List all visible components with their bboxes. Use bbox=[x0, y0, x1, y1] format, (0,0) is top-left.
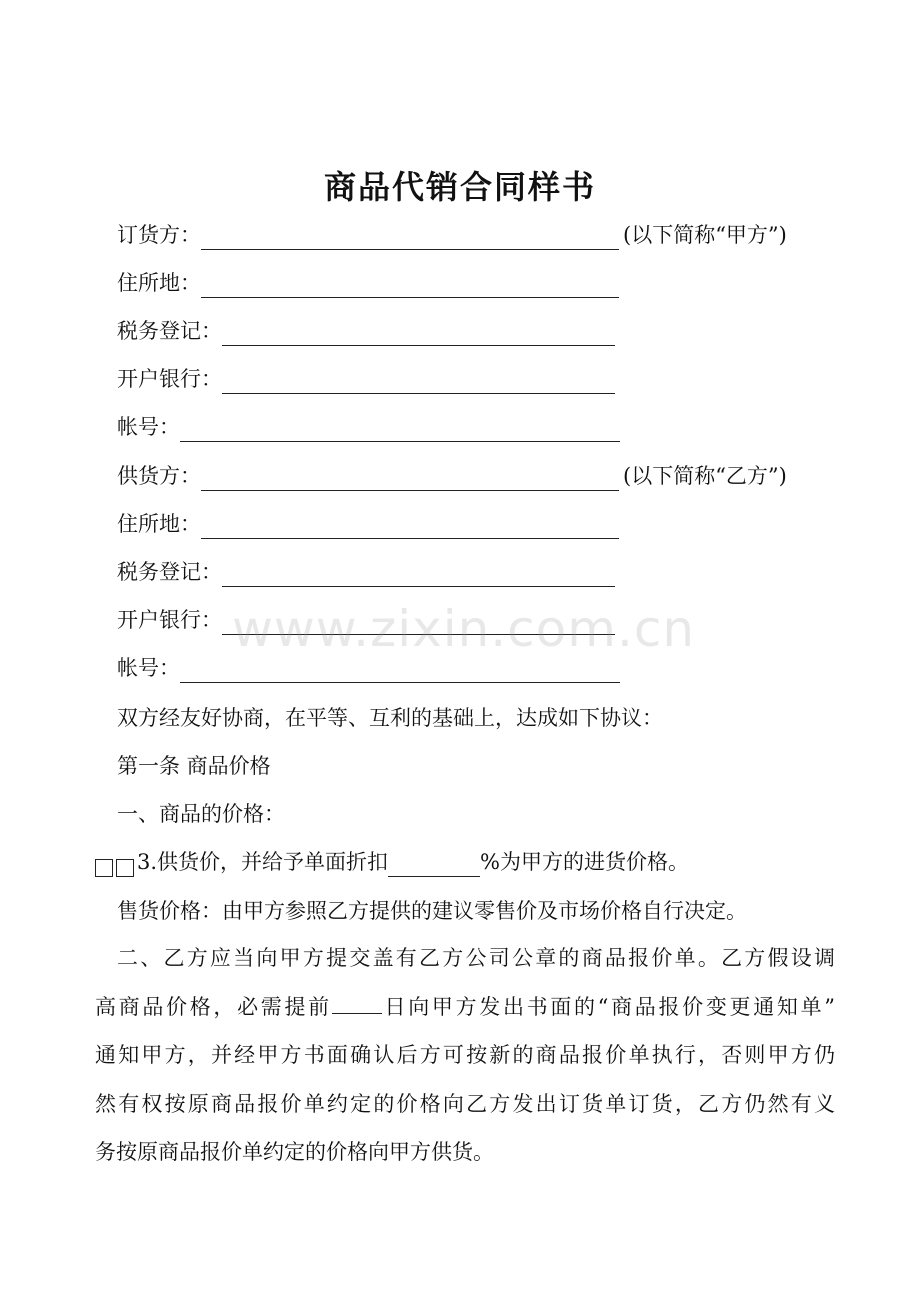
buyer-address-label: 住所地： bbox=[117, 271, 201, 295]
buyer-name-label: 订货方： bbox=[117, 223, 201, 247]
section-2-line-2 bbox=[95, 983, 835, 1032]
buyer-address-row bbox=[117, 268, 619, 298]
buyer-address-field[interactable] bbox=[201, 275, 619, 298]
buyer-name-row bbox=[117, 220, 787, 250]
buyer-alias: (以下简称“甲方”) bbox=[623, 223, 787, 247]
supplier-name-field[interactable] bbox=[201, 468, 619, 491]
checkbox-1[interactable] bbox=[95, 859, 113, 877]
retail-price-text: 售货价格：由甲方参照乙方提供的建议零售价及市场价格自行决定。 bbox=[117, 899, 747, 923]
section-2-paragraph bbox=[95, 934, 835, 1177]
document-title: 商品代销合同样书 bbox=[323, 168, 596, 206]
buyer-bank-field[interactable] bbox=[222, 371, 615, 394]
supplier-address-field[interactable] bbox=[201, 516, 619, 539]
section-2-line-3: 通知甲方，并经甲方书面确认后方可按新的商品报价单执行，否则甲方仍 bbox=[95, 1043, 835, 1067]
supplier-bank-label: 开户银行： bbox=[117, 608, 222, 632]
item-3-text-pre: 3.供货价，并给予单面折扣 bbox=[137, 850, 389, 874]
section-2-line-5: 务按原商品报价单约定的价格向甲方供货。 bbox=[95, 1140, 494, 1164]
buyer-tax-label: 税务登记： bbox=[117, 319, 222, 343]
buyer-account-row bbox=[117, 412, 620, 442]
item-3-row bbox=[95, 847, 689, 877]
buyer-account-field[interactable] bbox=[180, 419, 620, 442]
section-1-heading: 一、商品的价格： bbox=[117, 802, 285, 826]
supplier-address-label: 住所地： bbox=[117, 512, 201, 536]
supplier-alias: (以下简称“乙方”) bbox=[623, 464, 787, 488]
supplier-name-label: 供货方： bbox=[117, 464, 201, 488]
buyer-bank-row bbox=[117, 364, 615, 394]
supplier-tax-label: 税务登记： bbox=[117, 560, 222, 584]
supplier-address-row bbox=[117, 509, 619, 539]
item-3-text-post: %为甲方的进货价格。 bbox=[480, 850, 690, 874]
discount-field[interactable] bbox=[388, 856, 480, 877]
section-2-line-1: 二、乙方应当向甲方提交盖有乙方公司公章的商品报价单。乙方假设调 bbox=[117, 946, 835, 970]
notice-days-field[interactable] bbox=[332, 993, 382, 1014]
buyer-tax-field[interactable] bbox=[222, 323, 615, 346]
supplier-account-field[interactable] bbox=[180, 660, 620, 683]
watermark: www.zixin.com.cn bbox=[232, 600, 696, 658]
buyer-account-label: 帐号： bbox=[117, 415, 180, 439]
section-2-line-4: 然有权按原商品报价单约定的价格向乙方发出订货单订货，乙方仍然有义 bbox=[95, 1091, 835, 1116]
intro-text: 双方经友好协商，在平等、互利的基础上，达成如下协议： bbox=[117, 706, 663, 730]
buyer-tax-row bbox=[117, 316, 615, 346]
supplier-tax-field[interactable] bbox=[222, 564, 615, 587]
checkbox-2[interactable] bbox=[116, 859, 134, 877]
supplier-account-label: 帐号： bbox=[117, 656, 180, 680]
section-2-line-2-pre: 高商品价格，必需提前 bbox=[95, 994, 332, 1019]
buyer-name-field[interactable] bbox=[201, 227, 619, 250]
supplier-tax-row bbox=[117, 557, 615, 587]
supplier-name-row bbox=[117, 461, 787, 491]
article-1-heading: 第一条 商品价格 bbox=[117, 754, 271, 778]
buyer-bank-label: 开户银行： bbox=[117, 367, 222, 391]
section-2-line-2-post: 日向甲方发出书面的“商品报价变更通知单” bbox=[381, 994, 835, 1019]
